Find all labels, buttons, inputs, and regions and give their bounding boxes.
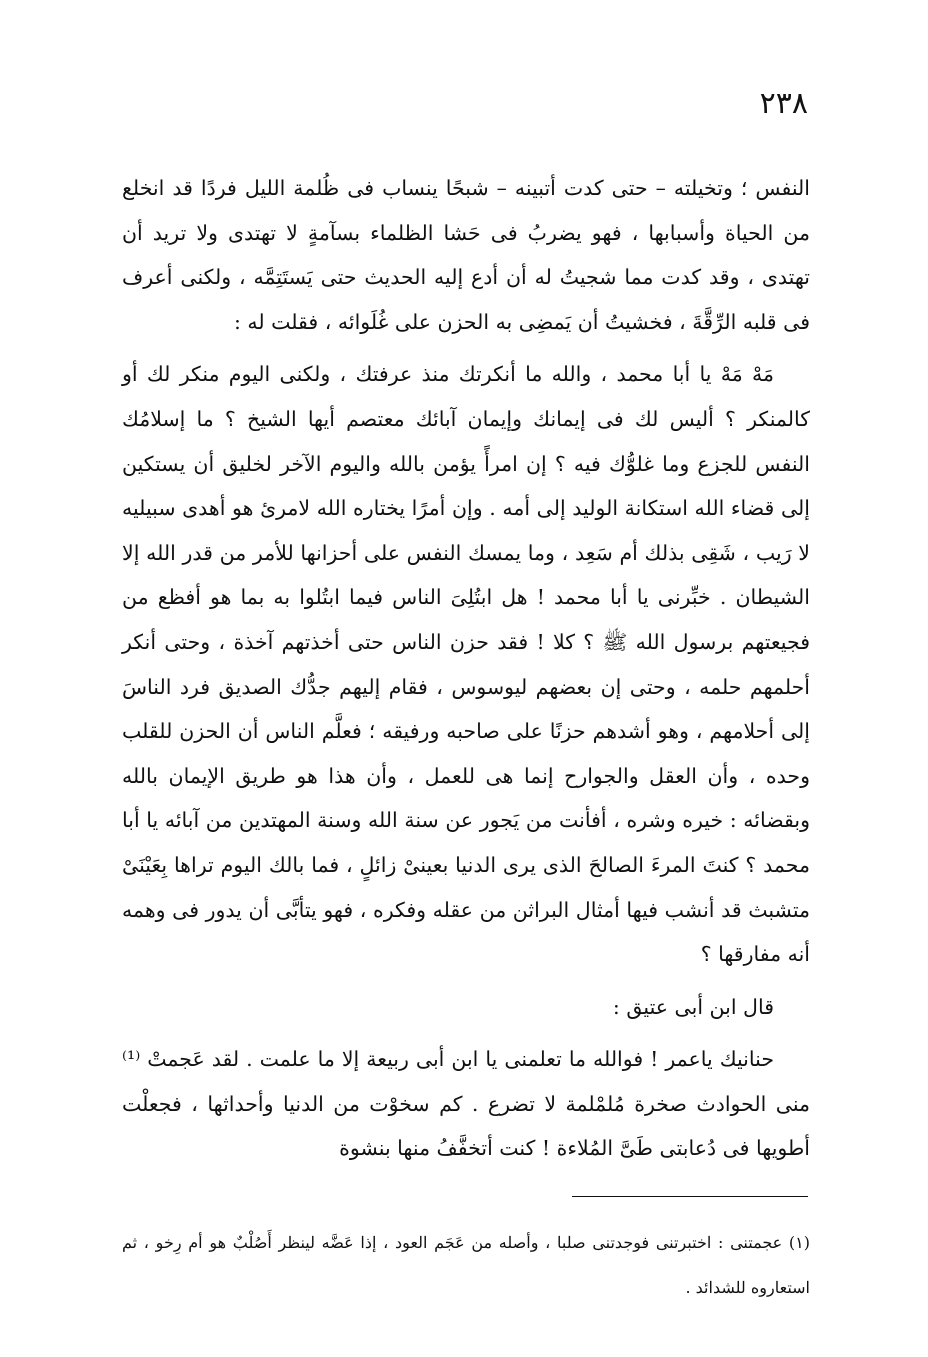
body-text xyxy=(122,166,810,1171)
paragraph-reply: حنانيك ياعمر ! فوالله ما تعلمنى يا ابن أبى ربيعة إلا ما علمت . لقد عَجمتْ ⁽¹⁾ منى الحوادث صخرة مُلمْلمة لا تضرع . كم سخوْت من الدنيا وأحداثها ، فجعلْت أطويها فى دُعابتى طَىَّ المُلاءة ! كنت أتخفَّفُ منها بنشوة xyxy=(122,1047,810,1161)
paragraph-speaker-line: قال ابن أبى عتيق : xyxy=(612,994,774,1019)
footnote: (١) عجمتنى : اختبرتنى فوجدتنى صلبا ، وأصله من عَجَم العود ، إذا عَضَّه لينظر أَصُلْبٌ هو أم رِخو ، ثم استعاروه للشدائد . xyxy=(122,1233,811,1297)
paragraph-speech: مَهْ مَهْ يا أبا محمد ، والله ما أنكرتك منذ عرفتك ، ولكنى اليوم منكر لك أو كالمنكر ؟ أليس لك فى إيمانك وإيمان آبائك معتصم أيها الشيخ ؟ ما إسلامُك النفس للجزع وما غلوُّك فيه ؟ إن امرأً يؤمن بالله واليوم الآخر لخليق أن يستكين إلى قضاء الله استكانة الوليد إلى أمه . وإن أمرًا يختاره الله لامرئ هو أهدى سبيليه لا رَيب ، شَقِى بذلك أم سَعِد ، وما يمسك النفس على أحزانها للأمر من قدر الله إلا الشيطان . خبِّرنى يا أبا محمد ! هل ابتُلِىَ الناس فيما ابتُلوا به بما هو أفظع من فجيعتهم برسول الله ﷺ ؟ كلا ! فقد حزن الناس حتى أخذتهم آخذة ، وحتى أنكر أحلمهم حلمه ، وحتى إن بعضهم ليوسوس ، فقام إليهم جدُّك الصديق فرد الناسَ إلى أحلامهم ، وهو أشدهم حزنًا على صاحبه ورفيقه ؛ فعلَّم الناس أن الحزن للقلب وحده ، وأن العقل والجوارح إنما هى للعمل ، وأن هذا هو طريق الإيمان بالله وبقضائه : خيره وشره ، أفأنت من يَجور عن سنة الله وسنة المهتدين من آبائه يا أبا محمد ؟ كنتَ المرءَ الصالحَ الذى يرى الدنيا بعينىْ زائلٍ ، فما بالك اليوم تراها بِعَيْنَىْ متشبث قد أنشب فيها أمثال البراثن من عقله وفكره ، فهو يتأبَّى أن يدور فى وهمه أنه مفارقها ؟ xyxy=(122,362,811,967)
footnote-divider xyxy=(572,1196,808,1197)
paragraph-narration: النفس ؛ وتخيلته – حتى كدت أتبينه – شبحًا ينساب فى ظُلمة الليل فردًا قد انخلع من الحياة وأسبابها ، فهو يضربُ فى حَشا الظلماء بسآمةٍ لا تهتدى ولا تريد أن تهتدى ، وقد كدت مما شجيتُ له أن أدع إليه الحديث حتى يَستَتِمَّه ، ولكنى أعرف فى قلبه الرِّقَّةَ ، فخشيتُ أن يَمضِى به الحزن على غُلَوائه ، فقلت له : xyxy=(122,176,810,334)
page-number: ٢٣٨ xyxy=(759,86,808,121)
